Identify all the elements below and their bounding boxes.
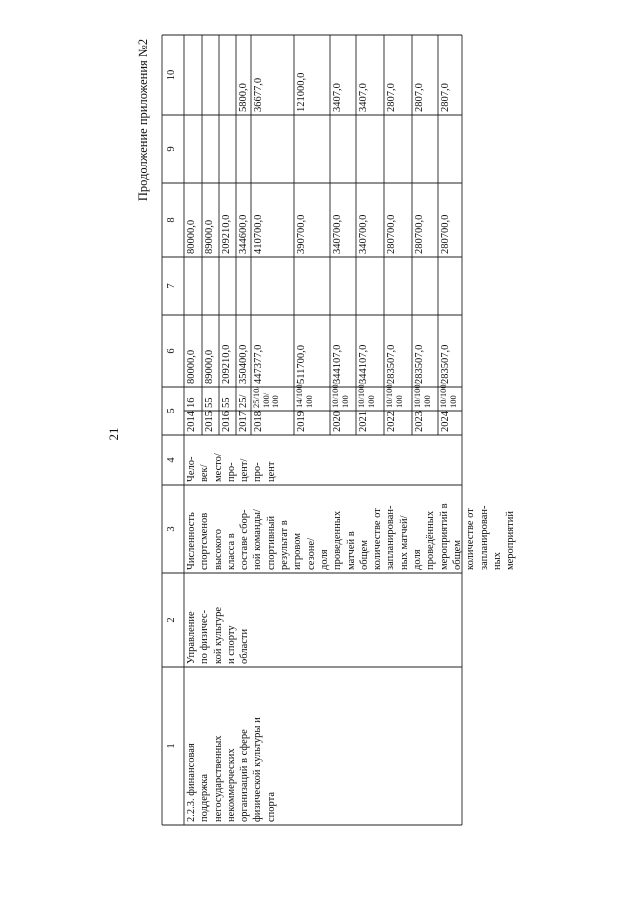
col7-cell bbox=[356, 257, 384, 315]
col10-cell bbox=[202, 35, 219, 115]
indicator-value-cell: 25/10/ 100/ 100 bbox=[251, 386, 280, 408]
col8-cell: 89000,0 bbox=[204, 219, 215, 254]
total-funding-cell: 511700,0 bbox=[296, 345, 307, 384]
col10-cell: 5800,0 bbox=[238, 83, 249, 112]
column-header-8: 8 bbox=[166, 217, 177, 223]
column-header-10: 10 bbox=[166, 69, 177, 81]
col10-cell bbox=[219, 35, 236, 115]
total-funding-cell: 209210,0 bbox=[221, 344, 232, 384]
col8-cell: 209210,0 bbox=[221, 214, 232, 254]
page-number: 21 bbox=[106, 427, 121, 441]
col7-cell bbox=[438, 257, 462, 315]
col7-cell bbox=[412, 257, 438, 315]
unit-cell: Чело- век/ место/ про- цент/ про- цент bbox=[186, 453, 277, 482]
col10-cell: 121000,0 bbox=[296, 72, 307, 112]
col9-cell bbox=[412, 115, 438, 183]
col9-cell bbox=[438, 115, 462, 183]
col7-cell bbox=[202, 257, 219, 315]
year-cell: 2021 bbox=[358, 411, 369, 432]
col7-cell bbox=[330, 257, 356, 315]
col7-cell bbox=[251, 257, 294, 315]
col7-cell bbox=[384, 257, 412, 315]
col9-cell bbox=[330, 115, 356, 183]
column-header-5: 5 bbox=[166, 408, 177, 414]
year-cell: 2019 bbox=[296, 411, 307, 432]
col8-cell: 390700,0 bbox=[296, 214, 307, 254]
col7-cell bbox=[294, 257, 330, 315]
column-header-3: 3 bbox=[166, 526, 177, 532]
total-funding-cell: 344107,0 bbox=[358, 344, 369, 384]
appendix-title: Продолжение приложения №2 bbox=[136, 38, 150, 202]
column-header-2: 2 bbox=[166, 617, 177, 623]
indicator-value-cell: 10/100/ 100 bbox=[356, 382, 376, 408]
year-cell: 2017 bbox=[238, 411, 249, 432]
total-funding-cell: 89000,0 bbox=[204, 349, 215, 384]
col10-cell: 3407,0 bbox=[332, 83, 343, 112]
year-cell: 2020 bbox=[332, 411, 343, 432]
rotated-table bbox=[162, 35, 517, 825]
indicator-cell: Численность спортсменов высокого класса в составе сбор- ной команды/ спортивный результат в игровом сезоне/ доля проведенных матчей в общем количестве от запланирован- ных матчей/ доля проведённых мероприятий в общем количестве от запланирован- ных мероприятий bbox=[186, 503, 517, 570]
col9-cell bbox=[184, 115, 202, 183]
year-cell: 2014 bbox=[186, 411, 197, 432]
year-cell: 2016 bbox=[221, 411, 232, 432]
total-funding-cell: 283507,0 bbox=[386, 344, 397, 384]
col9-cell bbox=[384, 115, 412, 183]
col8-cell: 410700,0 bbox=[253, 214, 264, 254]
col8-cell: 280700,0 bbox=[386, 214, 397, 254]
executor-cell: Управление по физичес- кой культуре и спорту области bbox=[186, 606, 251, 664]
col9-cell bbox=[236, 115, 251, 183]
col7-cell bbox=[236, 257, 251, 315]
column-header-4: 4 bbox=[166, 457, 177, 463]
col9-cell bbox=[356, 115, 384, 183]
indicator-value-cell: 25/ bbox=[238, 394, 249, 408]
column-header-1: 1 bbox=[166, 743, 177, 749]
total-funding-cell: 283507,0 bbox=[440, 344, 451, 384]
indicator-value-cell: 55 bbox=[204, 397, 215, 408]
col10-cell: 36677,0 bbox=[253, 77, 264, 112]
col8-cell: 80000,0 bbox=[186, 219, 197, 254]
column-header-6: 6 bbox=[166, 348, 177, 354]
year-cell: 2023 bbox=[414, 411, 425, 432]
col10-cell: 2807,0 bbox=[414, 83, 425, 112]
indicator-value-cell: 10/100/ 100 bbox=[330, 382, 350, 408]
indicator-value-cell: 10/100/ 100 bbox=[412, 382, 432, 408]
total-funding-cell: 447377,0 bbox=[253, 344, 264, 384]
col10-cell bbox=[184, 35, 202, 115]
total-funding-cell: 283507,0 bbox=[414, 344, 425, 384]
indicator-value-cell: 14/100/ 100 bbox=[294, 382, 314, 408]
indicator-value-cell: 10/100/ 100 bbox=[438, 382, 458, 408]
col9-cell bbox=[202, 115, 219, 183]
col7-cell bbox=[219, 257, 236, 315]
year-cell: 2024 bbox=[440, 411, 451, 432]
year-cell: 2015 bbox=[204, 411, 215, 432]
indicator-value-cell: 55 bbox=[221, 397, 232, 408]
col10-cell: 3407,0 bbox=[358, 83, 369, 112]
col9-cell bbox=[294, 115, 330, 183]
col8-cell: 340700,0 bbox=[332, 214, 343, 254]
total-funding-cell: 80000,0 bbox=[186, 349, 197, 384]
column-header-7: 7 bbox=[166, 283, 177, 289]
total-funding-cell: 344107,0 bbox=[332, 344, 343, 384]
col8-cell: 344600,0 bbox=[238, 214, 249, 254]
year-cell: 2018 bbox=[253, 411, 264, 432]
col9-cell bbox=[251, 115, 294, 183]
col9-cell bbox=[219, 115, 236, 183]
measure-cell: 2.2.3. финансовая поддержка негосударственных некоммерческих организаций в сфере физической культуры и спорта bbox=[186, 717, 277, 822]
col7-cell bbox=[184, 257, 202, 315]
year-cell: 2022 bbox=[386, 411, 397, 432]
col8-cell: 340700,0 bbox=[358, 214, 369, 254]
col8-cell: 280700,0 bbox=[414, 214, 425, 254]
col8-cell: 280700,0 bbox=[440, 214, 451, 254]
total-funding-cell: 350400,0 bbox=[238, 344, 249, 384]
col10-cell: 2807,0 bbox=[386, 83, 397, 112]
indicator-value-cell: 16 bbox=[186, 397, 197, 408]
indicator-value-cell: 10/100/ 100 bbox=[384, 382, 404, 408]
col10-cell: 2807,0 bbox=[440, 83, 451, 112]
column-header-9: 9 bbox=[166, 146, 177, 152]
